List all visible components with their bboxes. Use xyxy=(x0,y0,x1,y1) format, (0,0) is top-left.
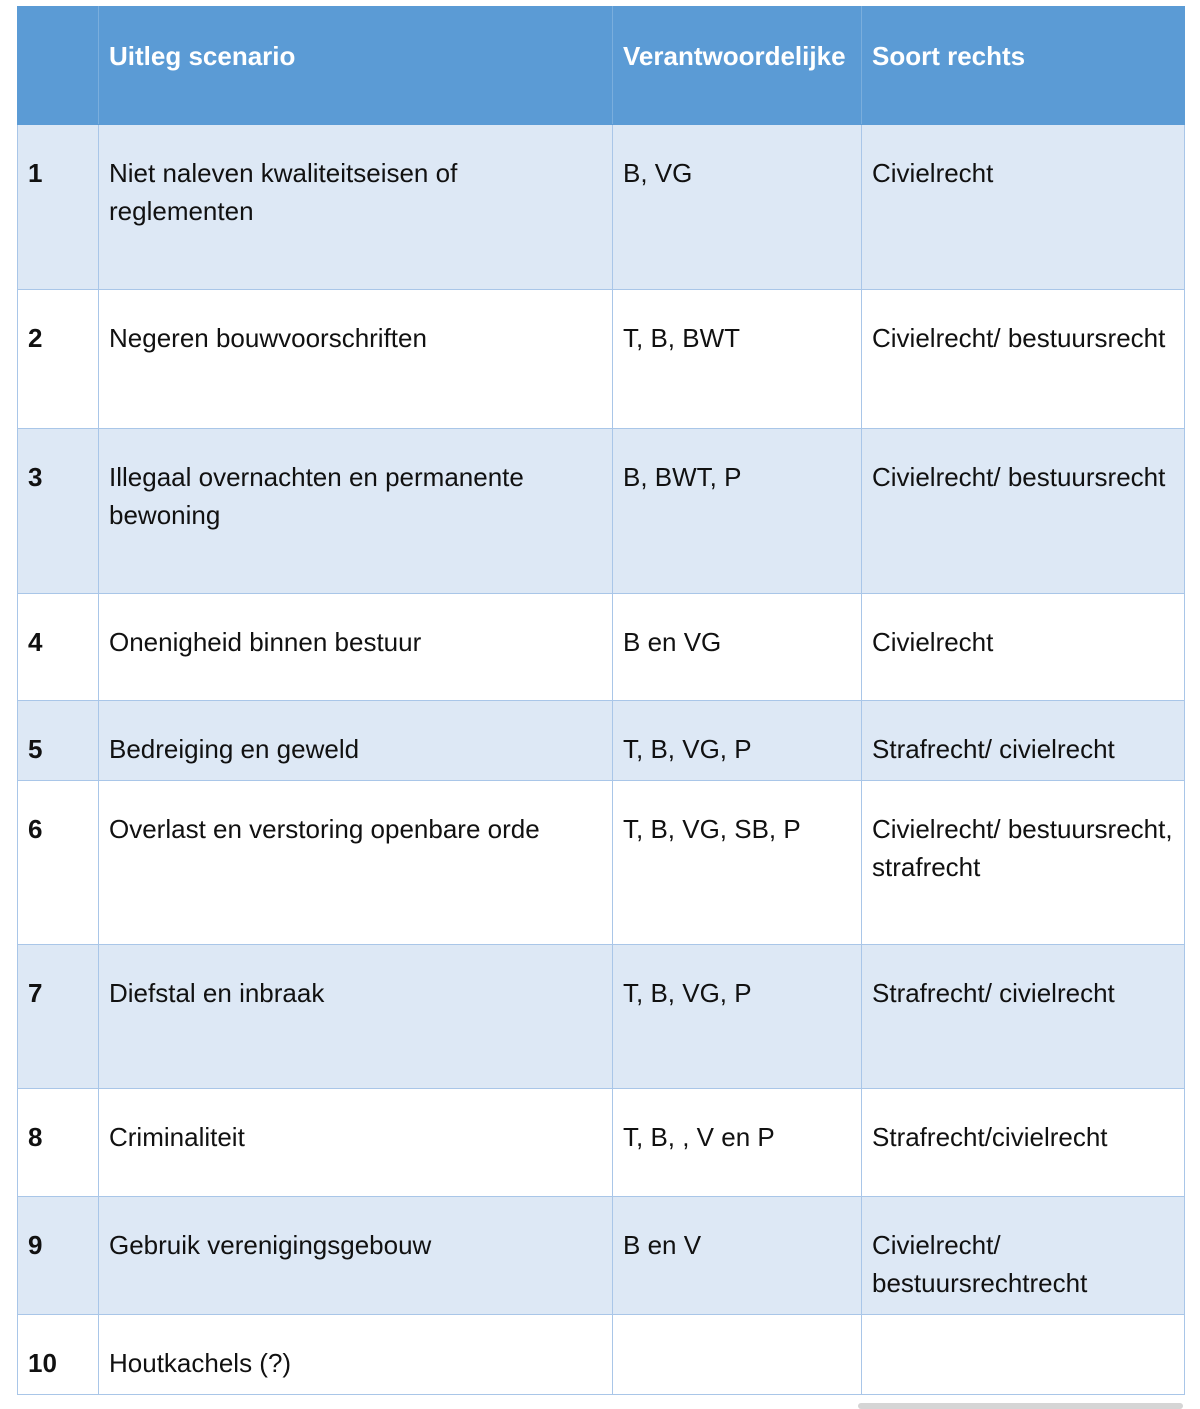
row-law-type: Civielrecht/ bestuursrecht xyxy=(862,429,1185,594)
row-number: 7 xyxy=(18,945,99,1089)
row-scenario: Diefstal en inbraak xyxy=(99,945,613,1089)
row-scenario: Criminaliteit xyxy=(99,1089,613,1197)
horizontal-scrollbar[interactable] xyxy=(858,1403,1183,1409)
row-number: 2 xyxy=(18,290,99,429)
table-row xyxy=(18,945,1185,1089)
row-scenario: Onenigheid binnen bestuur xyxy=(99,594,613,701)
row-law-type: Strafrecht/ civielrecht xyxy=(862,945,1185,1089)
row-number: 4 xyxy=(18,594,99,701)
row-scenario: Gebruik verenigingsgebouw xyxy=(99,1197,613,1315)
row-scenario: Illegaal overnachten en permanente bewoning xyxy=(99,429,613,594)
row-responsible: B, BWT, P xyxy=(613,429,862,594)
row-number: 10 xyxy=(18,1315,99,1395)
table-row xyxy=(18,125,1185,290)
row-responsible xyxy=(613,1315,862,1395)
row-responsible: T, B, VG, SB, P xyxy=(613,781,862,945)
row-number: 6 xyxy=(18,781,99,945)
header-law-type: Soort rechts xyxy=(862,7,1185,125)
row-responsible: T, B, , V en P xyxy=(613,1089,862,1197)
row-law-type: Civielrecht xyxy=(862,125,1185,290)
table-header-row xyxy=(18,7,1185,125)
row-responsible: B en VG xyxy=(613,594,862,701)
row-law-type xyxy=(862,1315,1185,1395)
row-scenario: Bedreiging en geweld xyxy=(99,701,613,781)
row-law-type: Civielrecht/ bestuursrecht, strafrecht xyxy=(862,781,1185,945)
row-responsible: T, B, VG, P xyxy=(613,945,862,1089)
row-scenario: Houtkachels (?) xyxy=(99,1315,613,1395)
table-row xyxy=(18,701,1185,781)
table-row xyxy=(18,290,1185,429)
scenario-table xyxy=(17,6,1185,1395)
row-scenario: Negeren bouwvoorschriften xyxy=(99,290,613,429)
table-row xyxy=(18,781,1185,945)
row-number: 9 xyxy=(18,1197,99,1315)
row-number: 8 xyxy=(18,1089,99,1197)
header-responsible: Verantwoordelijke xyxy=(613,7,862,125)
row-scenario: Niet naleven kwaliteitseisen of reglementen xyxy=(99,125,613,290)
row-responsible: B en V xyxy=(613,1197,862,1315)
row-scenario: Overlast en verstoring openbare orde xyxy=(99,781,613,945)
row-law-type: Civielrecht/ bestuursrechtrecht xyxy=(862,1197,1185,1315)
header-scenario: Uitleg scenario xyxy=(99,7,613,125)
row-law-type: Strafrecht/civielrecht xyxy=(862,1089,1185,1197)
row-law-type: Strafrecht/ civielrecht xyxy=(862,701,1185,781)
row-responsible: T, B, VG, P xyxy=(613,701,862,781)
table-row xyxy=(18,594,1185,701)
row-law-type: Civielrecht xyxy=(862,594,1185,701)
table-row xyxy=(18,429,1185,594)
header-number xyxy=(18,7,99,125)
table-row xyxy=(18,1089,1185,1197)
table-row xyxy=(18,1315,1185,1395)
row-number: 1 xyxy=(18,125,99,290)
row-number: 5 xyxy=(18,701,99,781)
row-number: 3 xyxy=(18,429,99,594)
row-responsible: T, B, BWT xyxy=(613,290,862,429)
table-row xyxy=(18,1197,1185,1315)
row-responsible: B, VG xyxy=(613,125,862,290)
row-law-type: Civielrecht/ bestuursrecht xyxy=(862,290,1185,429)
